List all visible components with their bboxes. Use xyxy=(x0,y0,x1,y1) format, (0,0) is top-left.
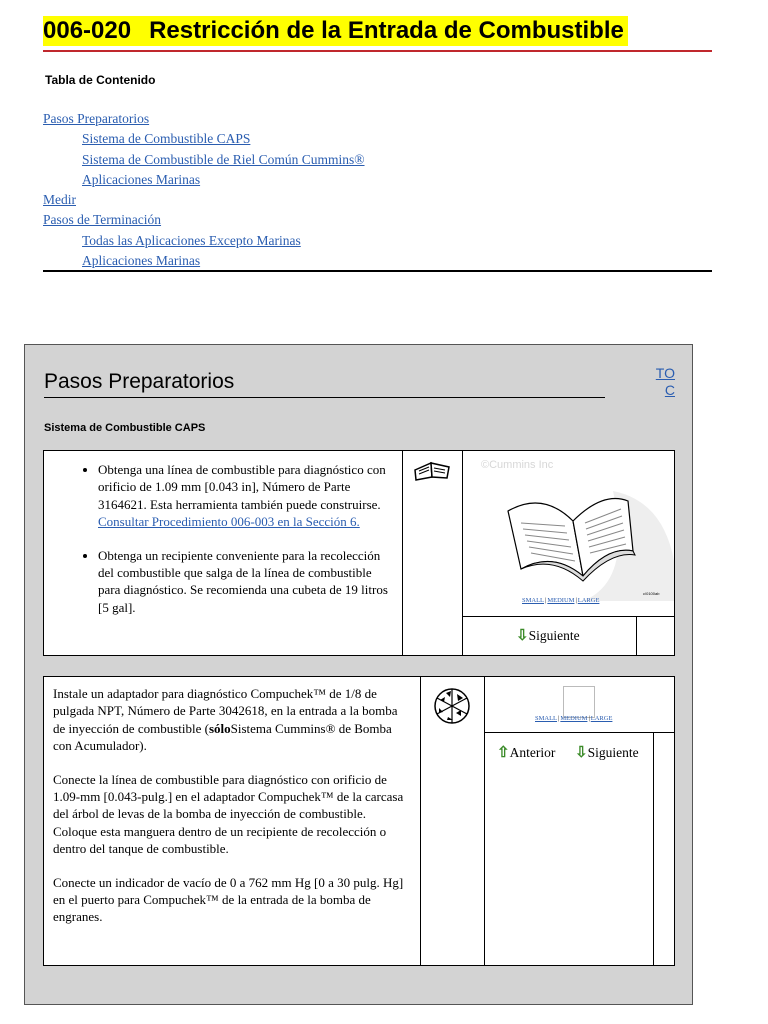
arrow-up-icon: ⇧ xyxy=(497,745,510,761)
toc-list xyxy=(43,109,365,271)
image-size-links: SMALL|MEDIUM|LARGE xyxy=(522,597,600,604)
copyright-watermark: ©Cummins Inc xyxy=(481,459,554,471)
image-size-links: SMALL|MEDIUM|LARGE xyxy=(535,715,613,722)
step-1-list xyxy=(44,451,402,616)
next-button[interactable]: ⇩Siguiente xyxy=(516,628,580,644)
section-subtitle: Sistema de Combustible CAPS xyxy=(44,422,206,434)
step-2-empty-cell xyxy=(654,733,674,965)
toc-link-aplicaciones-marinas[interactable]: Aplicaciones Marinas xyxy=(82,171,201,187)
toc-link-riel-comun[interactable]: Sistema de Combustible de Riel Común Cummins® xyxy=(82,151,365,167)
svg-text:c\0100ab: c\0100ab xyxy=(643,591,660,596)
step-1-nav xyxy=(463,617,637,655)
page-header xyxy=(43,16,712,52)
step-1-text xyxy=(44,451,403,655)
step-2-nav xyxy=(485,733,654,965)
section-title: Pasos Preparatorios xyxy=(44,369,605,398)
step-2-icon-cell xyxy=(421,677,485,965)
step-2-paragraph-1: Instale un adaptador para diagnóstico Compuchek™ de 1/8 de pulgada NPT, Número de Parte 3042618, en la entrada a la bomba de inyección de combustible (sóloSistema Cummins® de Bomba con Acumulador). xyxy=(53,686,398,754)
step-1-icon-cell xyxy=(403,451,463,655)
step-1-bullet-2: • Obtenga un recipiente conveniente para la recolección del combustible que salga de la línea de combustible para diagnóstico. Se recomienda una cubeta de 19 litros [5 gal]. xyxy=(98,547,394,617)
toc-link-medir[interactable]: Medir xyxy=(43,192,76,208)
size-large-link[interactable]: LARGE xyxy=(577,597,600,604)
size-large-link[interactable]: LARGE xyxy=(590,715,613,722)
arrow-down-icon: ⇩ xyxy=(575,745,588,761)
step-1-bullet-1: • Obtenga una línea de combustible para diagnóstico con orificio de 1.09 mm [0.043 in], Número de Parte 3164621. Esta herramienta también puede construirse. Consultar Procedimiento 006-003 en la Sección 6. xyxy=(98,461,394,531)
title-divider xyxy=(43,50,712,52)
toc-link-caps[interactable]: Sistema de Combustible CAPS xyxy=(82,131,251,147)
back-to-toc-link[interactable]: TOC xyxy=(655,365,675,398)
toc-link-aplicaciones-marinas-2[interactable]: Aplicaciones Marinas xyxy=(82,253,201,269)
toc-link-pasos-preparatorios[interactable]: Pasos Preparatorios xyxy=(43,111,150,126)
step-2-text xyxy=(44,677,421,965)
open-manual-illustration[interactable] xyxy=(463,451,674,601)
arrow-down-icon: ⇩ xyxy=(516,628,529,644)
page-title xyxy=(43,16,628,46)
step-1-empty-cell xyxy=(637,617,674,655)
size-medium-link[interactable]: MEDIUM xyxy=(560,715,588,722)
size-medium-link[interactable]: MEDIUM xyxy=(547,597,575,604)
toc-divider xyxy=(43,270,712,272)
step-2-paragraph-3: Conecte un indicador de vacío de 0 a 762 mm Hg [0 a 30 pulg. Hg] en el puerto para Compuchek™ de la entrada de la bomba de engranes. xyxy=(53,874,404,925)
toc-link-pasos-terminacion[interactable]: Pasos de Terminación xyxy=(43,212,162,228)
open-book-icon xyxy=(412,458,452,482)
step-1-image-cell xyxy=(463,451,674,617)
step-2-image-thumbnail[interactable] xyxy=(563,686,595,718)
size-small-link[interactable]: SMALL xyxy=(535,715,558,722)
toc-link-excepto-marinas[interactable]: Todas las Aplicaciones Excepto Marinas xyxy=(82,232,301,248)
step-2-paragraph-2: Conecte la línea de combustible para diagnóstico con orificio de 1.09-mm [0.043-pulg.] en el adaptador Compuchek™ de la carcasa del árbol de levas de la bomba de inyección de combustible. Coloque esta manguera dentro de un recipiente de recolección o dentro del tanque de combustible. xyxy=(53,771,404,857)
procedure-code: 006-020 xyxy=(43,17,132,44)
next-button[interactable]: ⇩Siguiente xyxy=(575,745,639,761)
step-2-image-cell xyxy=(485,677,674,733)
tools-wheel-icon xyxy=(432,686,472,726)
step-box-1 xyxy=(43,450,675,656)
size-small-link[interactable]: SMALL xyxy=(522,597,545,604)
procedure-panel xyxy=(24,344,693,1005)
toc-heading: Tabla de Contenido xyxy=(45,73,156,87)
previous-button[interactable]: ⇧Anterior xyxy=(497,745,556,761)
procedure-reference-link[interactable]: Consultar Procedimiento 006-003 en la Sección 6. xyxy=(98,514,360,530)
procedure-title: Restricción de la Entrada de Combustible xyxy=(149,17,624,44)
step-box-2 xyxy=(43,676,675,966)
